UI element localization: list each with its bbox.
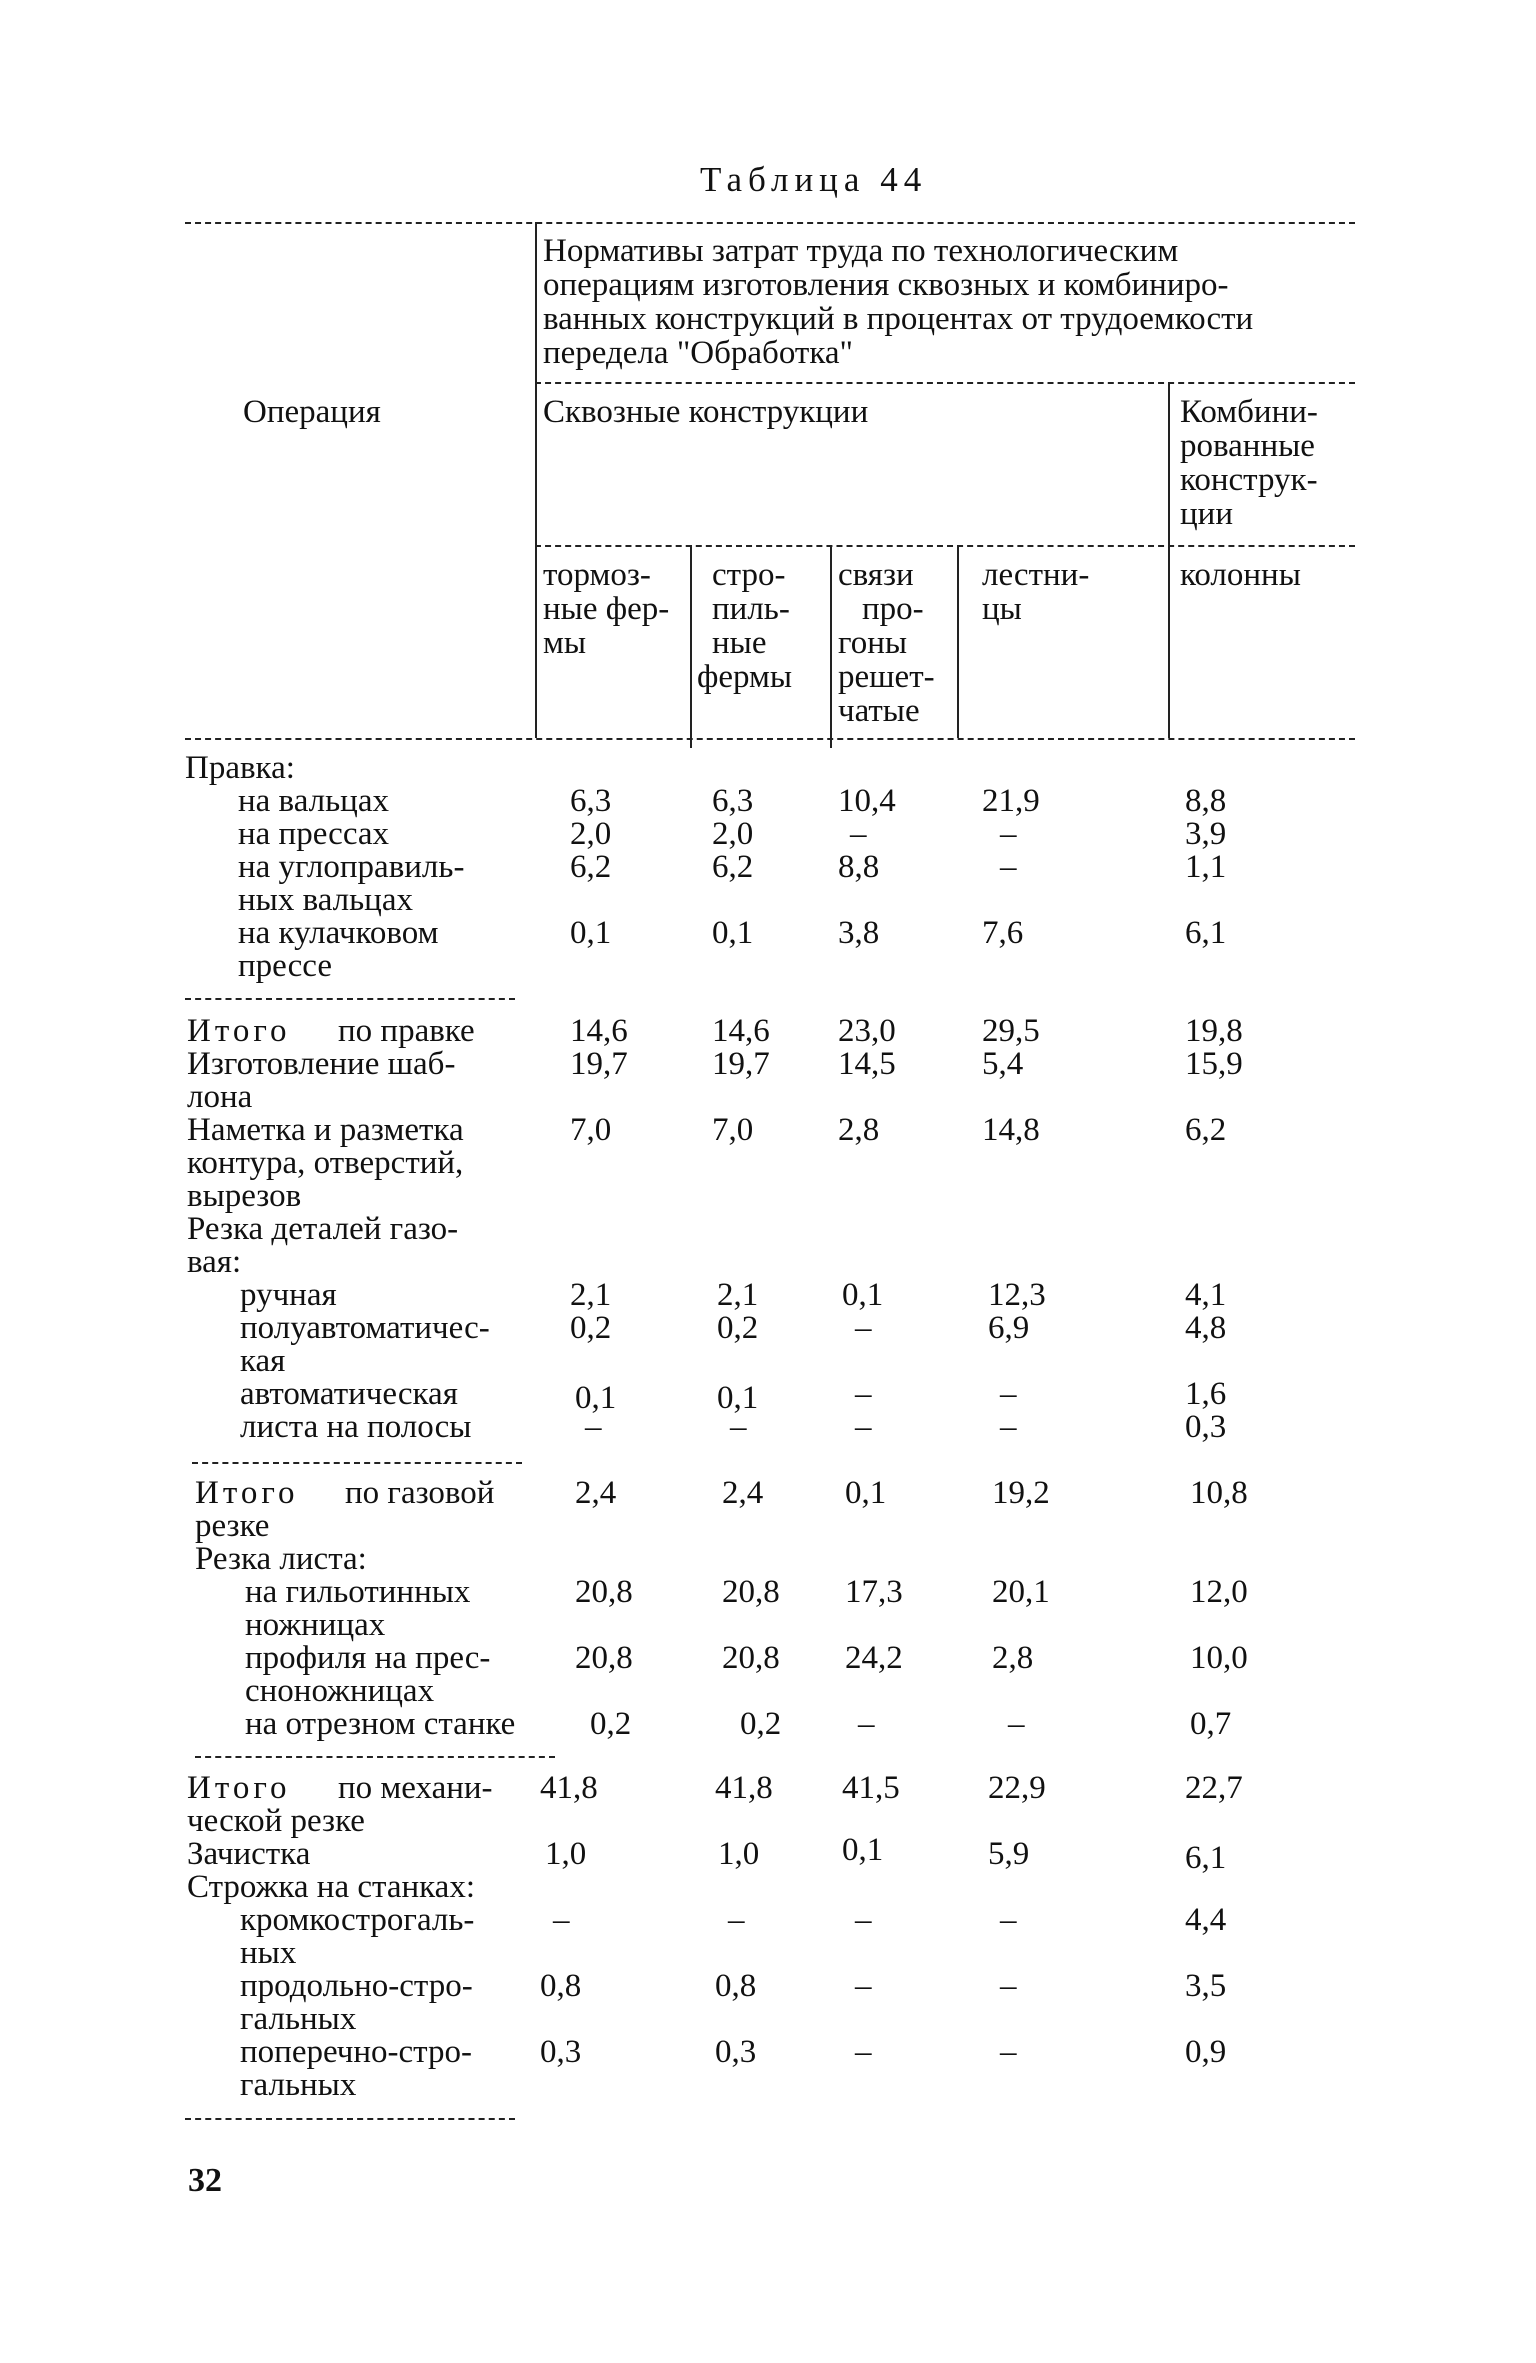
table-end-rule <box>185 2118 515 2120</box>
cell-value: 14,6 <box>570 1013 628 1049</box>
combined-header-line-4: ции <box>1180 496 1233 532</box>
cell-value: 6,1 <box>1185 1840 1227 1876</box>
cell-value: 17,3 <box>845 1574 903 1610</box>
cell-value: 20,8 <box>722 1574 780 1610</box>
row-label: Резка листа: <box>195 1541 367 1577</box>
total-label: по газовой <box>345 1475 495 1511</box>
row-label: на вальцах <box>238 783 389 819</box>
cell-value: 0,9 <box>1185 2034 1227 2070</box>
cell-value: 4,1 <box>1185 1277 1227 1313</box>
cell-value: 4,4 <box>1185 1902 1227 1938</box>
row-label: листа на полосы <box>240 1409 472 1445</box>
col-3-header-line-3: гоны <box>838 625 908 661</box>
cell-value: – <box>855 1310 872 1346</box>
cell-value: – <box>855 1409 872 1445</box>
cell-value: 10,8 <box>1190 1475 1248 1511</box>
cell-value: 0,1 <box>842 1277 884 1313</box>
cell-value: 20,1 <box>992 1574 1050 1610</box>
subtotal-rule <box>192 1462 522 1464</box>
row-label: Изготовление шаб- <box>187 1046 456 1082</box>
cell-value: 19,7 <box>712 1046 770 1082</box>
cell-value: 14,8 <box>982 1112 1040 1148</box>
combined-header-line-1: Комбини- <box>1180 394 1318 430</box>
cell-value: 6,2 <box>1185 1112 1227 1148</box>
cell-value: – <box>1000 1376 1017 1412</box>
row-label: ных вальцах <box>238 882 413 918</box>
cell-value: 2,0 <box>570 816 612 852</box>
subtotal-rule <box>195 1756 555 1758</box>
col-4-header-line-1: лестни- <box>982 557 1090 593</box>
cell-value: 19,2 <box>992 1475 1050 1511</box>
col-1-header-line-2: ные фер- <box>543 591 670 627</box>
cell-value: 0,2 <box>590 1706 632 1742</box>
cell-value: – <box>1000 1902 1017 1938</box>
total-label: по правке <box>338 1013 475 1049</box>
subtotal-rule <box>185 998 515 1000</box>
row-label: сноножницах <box>245 1673 435 1709</box>
cell-value: 21,9 <box>982 783 1040 819</box>
row-label: на отрезном станке <box>245 1706 516 1742</box>
cell-value: 20,8 <box>575 1574 633 1610</box>
total-label: ческой резке <box>187 1803 365 1839</box>
cell-value: 14,5 <box>838 1046 896 1082</box>
cell-value: 15,9 <box>1185 1046 1243 1082</box>
cell-value: 2,0 <box>712 816 754 852</box>
norms-header-line-3: ванных конструкций в процентах от трудоемкости <box>543 301 1254 337</box>
cell-value: 0,2 <box>717 1310 759 1346</box>
col-rule-2 <box>690 545 692 748</box>
row-label: кромкострогаль- <box>240 1902 475 1938</box>
combined-header-line-3: конструк- <box>1180 462 1318 498</box>
row-label: Строжка на станках: <box>187 1869 475 1905</box>
cell-value: 14,6 <box>712 1013 770 1049</box>
row-label: лона <box>187 1079 253 1115</box>
cell-value: 1,0 <box>718 1836 760 1872</box>
cell-value: 0,1 <box>842 1832 884 1868</box>
cell-value: 0,3 <box>1185 1409 1227 1445</box>
cell-value: 5,4 <box>982 1046 1024 1082</box>
cell-value: 41,8 <box>715 1770 773 1806</box>
cell-value: – <box>1000 1968 1017 2004</box>
through-structures-header: Сквозные конструкции <box>543 394 869 430</box>
cell-value: 20,8 <box>722 1640 780 1676</box>
page-number: 32 <box>188 2162 222 2199</box>
cell-value: 1,0 <box>545 1836 587 1872</box>
row-label: кая <box>240 1343 286 1379</box>
col-4-header-line-2: цы <box>982 591 1022 627</box>
cell-value: 0,1 <box>570 915 612 951</box>
cell-value: – <box>553 1902 570 1938</box>
row-label: на прессах <box>238 816 390 852</box>
cell-value: 19,7 <box>570 1046 628 1082</box>
col-3-header-line-2: про- <box>862 591 924 627</box>
cell-value: 24,2 <box>845 1640 903 1676</box>
cell-value: 6,3 <box>712 783 754 819</box>
table-title: Таблица 44 <box>700 160 928 199</box>
cell-value: 7,0 <box>712 1112 754 1148</box>
operation-column-rule <box>535 222 537 738</box>
col-rule-4 <box>957 545 959 738</box>
cell-value: 7,0 <box>570 1112 612 1148</box>
cell-value: 3,8 <box>838 915 880 951</box>
cell-value: 1,1 <box>1185 849 1227 885</box>
cell-value: 12,3 <box>988 1277 1046 1313</box>
cell-value: 20,8 <box>575 1640 633 1676</box>
norms-header-line-4: передела "Обработка" <box>543 335 853 371</box>
col-3-header-line-1: связи <box>838 557 914 593</box>
cell-value: 19,8 <box>1185 1013 1243 1049</box>
cell-value: 2,4 <box>575 1475 617 1511</box>
cell-value: 6,2 <box>712 849 754 885</box>
row-label: на гильотинных <box>245 1574 471 1610</box>
header-top-rule <box>185 222 1355 224</box>
cell-value: 0,1 <box>845 1475 887 1511</box>
cell-value: 2,4 <box>722 1475 764 1511</box>
row-label: ножницах <box>245 1607 386 1643</box>
cell-value: 8,8 <box>1185 783 1227 819</box>
row-label: профиля на прес- <box>245 1640 491 1676</box>
cell-value: 10,4 <box>838 783 896 819</box>
cell-value: 0,2 <box>740 1706 782 1742</box>
cell-value: – <box>1000 1409 1017 1445</box>
operation-header: Операция <box>243 394 381 430</box>
cell-value: 29,5 <box>982 1013 1040 1049</box>
col-3-header-line-4: решет- <box>838 659 935 695</box>
col-2-header-line-1: стро- <box>712 557 786 593</box>
cell-value: – <box>730 1409 747 1445</box>
cell-value: 0,7 <box>1190 1706 1232 1742</box>
col-rule-3 <box>830 545 832 748</box>
row-label: Зачистка <box>187 1836 311 1872</box>
cell-value: – <box>855 1376 872 1412</box>
cell-value: 0,1 <box>717 1380 759 1416</box>
total-label: по механи- <box>338 1770 493 1806</box>
cell-value: – <box>1000 849 1017 885</box>
cell-value: 5,9 <box>988 1836 1030 1872</box>
row-label: продольно-стро- <box>240 1968 473 2004</box>
col-5-header-line-1: колонны <box>1180 557 1301 593</box>
header-mid-rule <box>535 382 1355 384</box>
combined-header-line-2: рованные <box>1180 428 1315 464</box>
row-label: Наметка и разметка <box>187 1112 464 1148</box>
cell-value: 2,8 <box>992 1640 1034 1676</box>
cell-value: 12,0 <box>1190 1574 1248 1610</box>
row-label: Резка деталей газо- <box>187 1211 459 1247</box>
cell-value: – <box>585 1409 602 1445</box>
cell-value: 22,7 <box>1185 1770 1243 1806</box>
cell-value: 6,2 <box>570 849 612 885</box>
col-2-header-line-4: фермы <box>697 659 793 695</box>
row-label: вырезов <box>187 1178 302 1214</box>
col-2-header-line-2: пиль- <box>712 591 790 627</box>
cell-value: 3,5 <box>1185 1968 1227 2004</box>
col-1-header-line-3: мы <box>543 625 587 661</box>
total-label: Итого <box>187 1770 291 1806</box>
row-label: контура, отверстий, <box>187 1145 464 1181</box>
cell-value: 22,9 <box>988 1770 1046 1806</box>
cell-value: 0,3 <box>715 2034 757 2070</box>
row-label: гальных <box>240 2001 357 2037</box>
row-label: поперечно-стро- <box>240 2034 472 2070</box>
cell-value: 10,0 <box>1190 1640 1248 1676</box>
row-label: гальных <box>240 2067 357 2103</box>
row-label: автоматическая <box>240 1376 458 1412</box>
row-label: прессе <box>238 948 332 984</box>
row-label: на кулачковом <box>238 915 439 951</box>
cell-value: – <box>855 1902 872 1938</box>
row-label: ных <box>240 1935 297 1971</box>
header-col-rule <box>535 545 1355 547</box>
col-3-header-line-5: чатые <box>838 693 920 729</box>
row-label: полуавтоматичес- <box>240 1310 490 1346</box>
cell-value: 3,9 <box>1185 816 1227 852</box>
cell-value: 0,8 <box>715 1968 757 2004</box>
cell-value: – <box>855 2034 872 2070</box>
cell-value: – <box>850 816 867 852</box>
row-label: на углоправиль- <box>238 849 465 885</box>
cell-value: 23,0 <box>838 1013 896 1049</box>
norms-header-line-2: операциям изготовления сквозных и комбиниро- <box>543 267 1229 303</box>
cell-value: – <box>1008 1706 1025 1742</box>
cell-value: 0,1 <box>712 915 754 951</box>
total-label: резке <box>195 1508 270 1544</box>
cell-value: 6,9 <box>988 1310 1030 1346</box>
cell-value: – <box>858 1706 875 1742</box>
cell-value: 6,3 <box>570 783 612 819</box>
norms-header-line-1: Нормативы затрат труда по технологическим <box>543 233 1179 269</box>
total-label: Итого <box>195 1475 299 1511</box>
col-1-header-line-1: тормоз- <box>543 557 651 593</box>
cell-value: 8,8 <box>838 849 880 885</box>
cell-value: 0,3 <box>540 2034 582 2070</box>
cell-value: 41,5 <box>842 1770 900 1806</box>
cell-value: 0,1 <box>575 1380 617 1416</box>
cell-value: 0,8 <box>540 1968 582 2004</box>
combined-column-rule <box>1168 382 1170 738</box>
cell-value: – <box>855 1968 872 2004</box>
row-label: ручная <box>240 1277 337 1313</box>
cell-value: – <box>1000 2034 1017 2070</box>
row-label: вая: <box>187 1244 242 1280</box>
cell-value: 6,1 <box>1185 915 1227 951</box>
cell-value: 1,6 <box>1185 1376 1227 1412</box>
cell-value: 4,8 <box>1185 1310 1227 1346</box>
cell-value: – <box>1000 816 1017 852</box>
col-2-header-line-3: ные <box>712 625 767 661</box>
cell-value: 0,2 <box>570 1310 612 1346</box>
cell-value: 2,1 <box>570 1277 612 1313</box>
cell-value: 7,6 <box>982 915 1024 951</box>
row-label: Правка: <box>185 750 295 786</box>
cell-value: 2,8 <box>838 1112 880 1148</box>
total-label: Итого <box>187 1013 291 1049</box>
cell-value: 41,8 <box>540 1770 598 1806</box>
header-bottom-rule <box>185 738 1355 740</box>
cell-value: – <box>728 1902 745 1938</box>
cell-value: 2,1 <box>717 1277 759 1313</box>
